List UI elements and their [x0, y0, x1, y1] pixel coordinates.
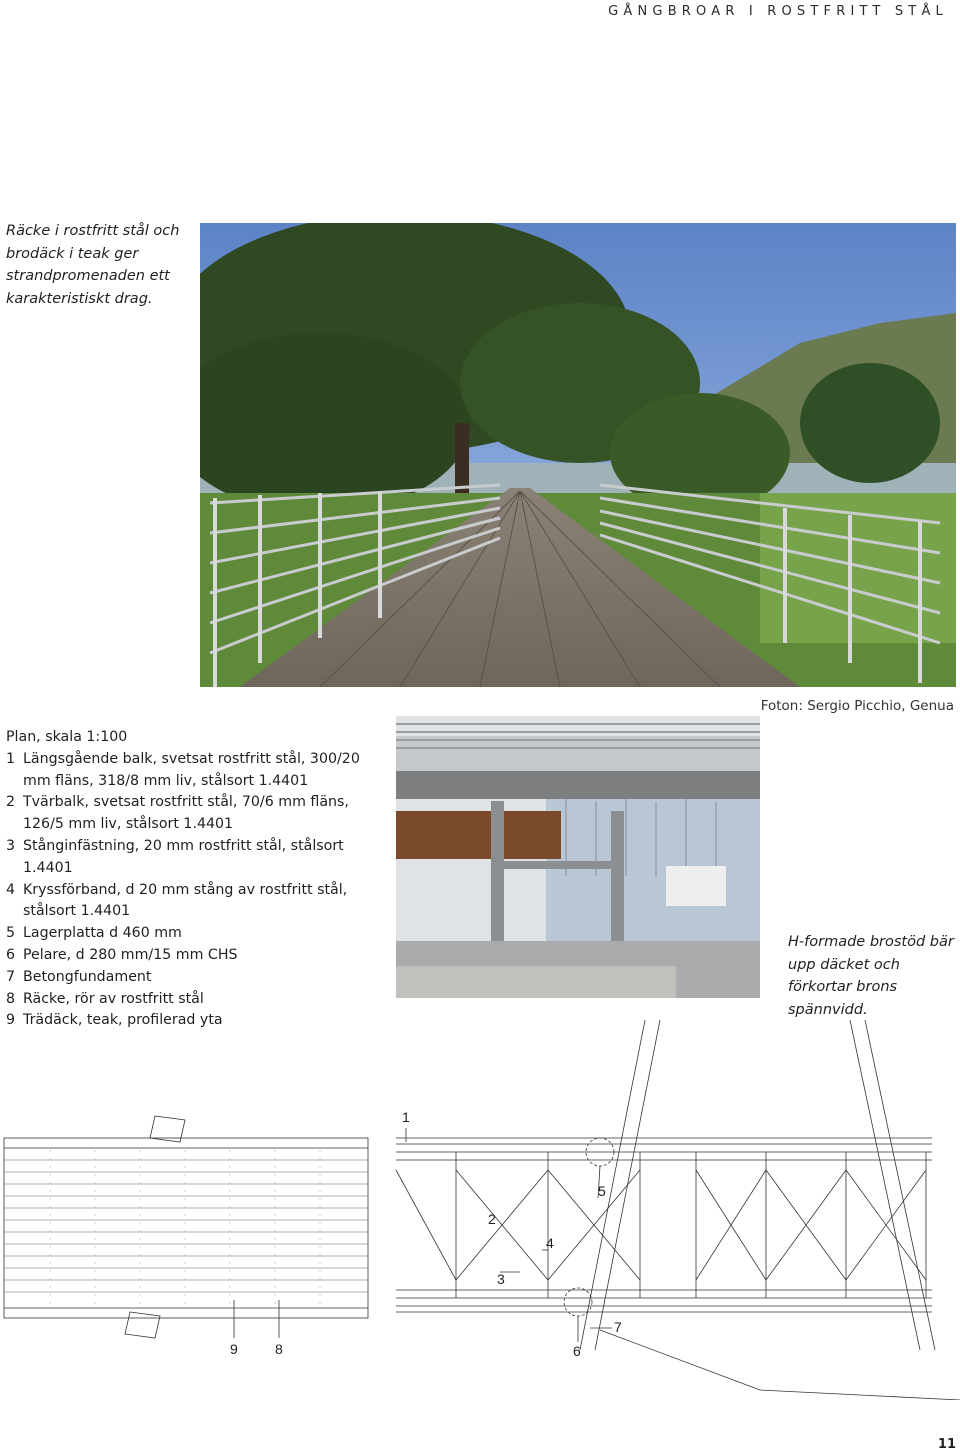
boardwalk-photo	[200, 223, 956, 687]
photo-credit: Foton: Sergio Picchio, Genua	[760, 698, 954, 714]
legend-item-text: Betongfundament	[23, 968, 152, 985]
drawing-label-8: 8	[275, 1341, 283, 1357]
bridge-support-photo	[396, 716, 760, 998]
legend-item	[6, 945, 386, 967]
drawing-label-7: 7	[614, 1319, 622, 1335]
legend-item-text: Räcke, rör av rostfritt stål	[23, 990, 204, 1007]
legend-item-number: 8	[6, 990, 16, 1007]
legend-item-number: 9	[6, 1012, 16, 1029]
legend-item-number: 6	[6, 946, 16, 963]
legend-item	[6, 749, 386, 793]
plan-drawing	[0, 1020, 960, 1400]
drawing-label-2: 2	[488, 1211, 496, 1227]
legend-item-text: Kryssförband, d 20 mm stång av rostfritt stål, stålsort 1.4401	[23, 881, 348, 920]
drawing-legend	[6, 727, 386, 1032]
legend-item	[6, 967, 386, 989]
legend-item-number: 7	[6, 968, 16, 985]
drawing-label-3: 3	[497, 1271, 505, 1287]
legend-item-text: Längsgående balk, svetsat rostfritt stål, 300/20 mm fläns, 318/8 mm liv, stålsort 1.4401	[23, 750, 360, 789]
photo-caption-top: Räcke i rostfritt stål och brodäck i teak ger strandpromenaden ett karakteristiskt drag.	[6, 223, 180, 307]
drawing-label-5: 5	[598, 1183, 606, 1199]
legend-item	[6, 836, 386, 880]
legend-item-number: 2	[6, 794, 16, 811]
legend-item-number: 1	[6, 750, 16, 767]
legend-item-number: 3	[6, 837, 16, 854]
photo-caption-right: H-formade brostöd bär upp däcket och förkortar brons spännvidd.	[788, 934, 954, 1018]
legend-item-text: Stånginfästning, 20 mm rostfritt stål, stålsort 1.4401	[23, 837, 344, 876]
drawing-label-1: 1	[402, 1109, 410, 1125]
running-header: GÅNGBROAR I ROSTFRITT STÅL	[608, 4, 948, 19]
page-number: 11	[937, 1437, 956, 1452]
drawing-label-6: 6	[573, 1343, 581, 1359]
legend-item	[6, 923, 386, 945]
drawing-label-4: 4	[546, 1235, 554, 1251]
legend-item	[6, 792, 386, 836]
legend-item-text: Lagerplatta d 460 mm	[23, 925, 182, 942]
legend-item	[6, 880, 386, 924]
legend-item-text: Tvärbalk, svetsat rostfritt stål, 70/6 mm fläns, 126/5 mm liv, stålsort 1.4401	[23, 794, 349, 833]
legend-item	[6, 989, 386, 1011]
drawing-label-9: 9	[230, 1341, 238, 1357]
legend-item-number: 4	[6, 881, 16, 898]
legend-item-text: Pelare, d 280 mm/15 mm CHS	[23, 946, 238, 963]
legend-item-number: 5	[6, 925, 16, 942]
legend-item-text: Trädäck, teak, profilerad yta	[23, 1012, 223, 1029]
legend-title: Plan, skala 1:100	[6, 729, 128, 745]
